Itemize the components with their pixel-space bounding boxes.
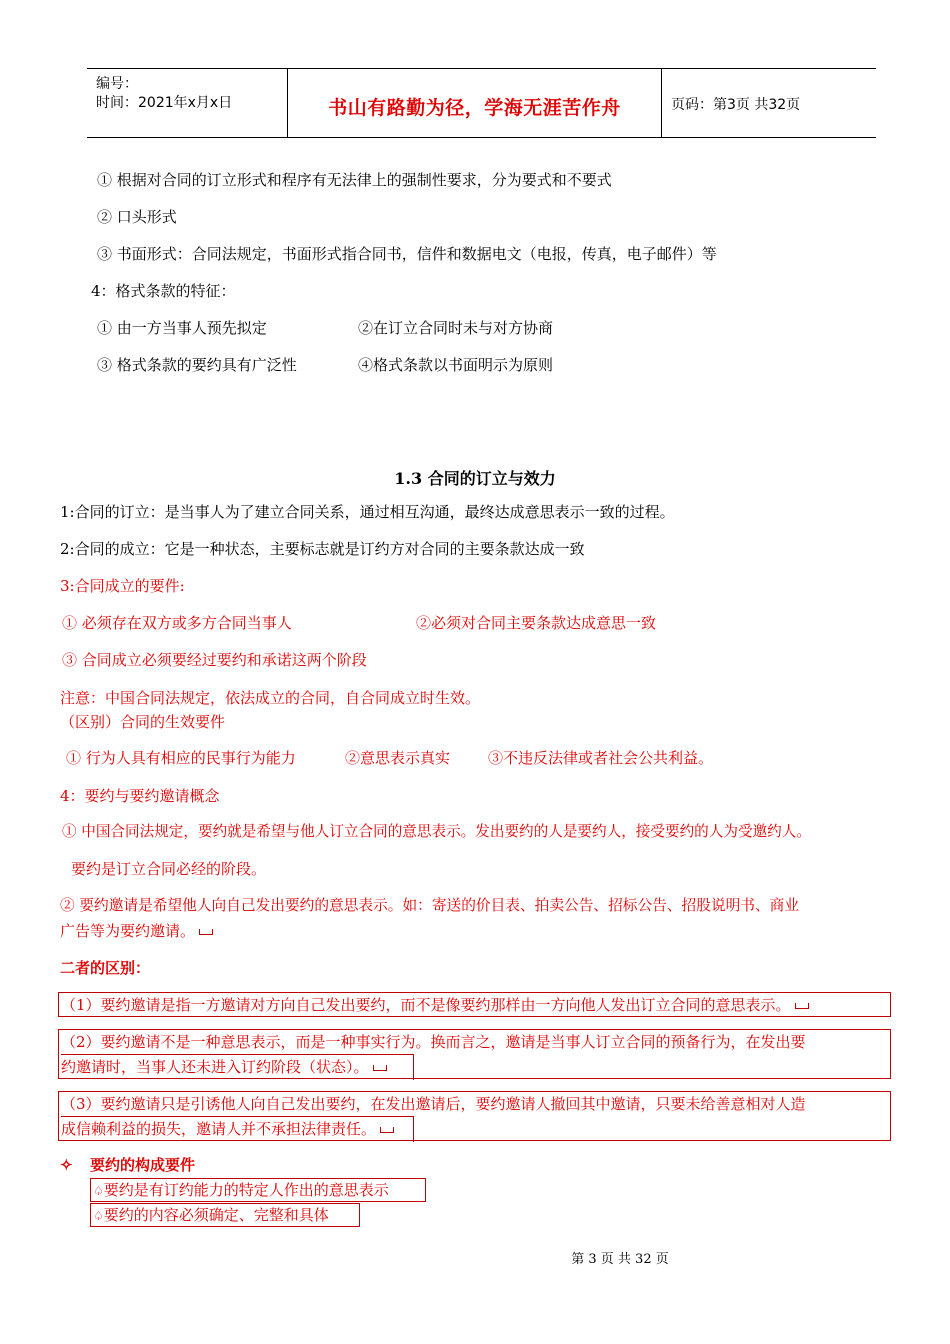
paragraph-mark-icon <box>373 1065 387 1071</box>
format-clause-item-4: ④格式条款以书面明示为原则 <box>358 356 554 374</box>
bell-bullet-icon: ♤ <box>93 1184 104 1198</box>
offer-elements-heading <box>60 1155 195 1175</box>
paragraph-mark-icon <box>795 1003 809 1009</box>
format-clause-item-1: ① 由一方当事人预先拟定 <box>97 319 267 337</box>
effectiveness-item-2: ②意思表示真实 <box>345 749 451 767</box>
invitation-paragraph-line-2 <box>60 921 213 941</box>
invitation-paragraph-line-1: ② 要约邀请是希望他人向自己发出要约的意思表示。如：寄送的价目表、拍卖公告、招标公告、招股说明书、商业 <box>60 897 800 914</box>
difference-box-2-line-1: （2）要约邀请不是一种意思表示，而是一种事实行为。换而言之，邀请是当事人订立合同的预备行为，在发出要 <box>61 1033 806 1051</box>
page-footer: 第 3 页 共 32 页 <box>571 1252 669 1267</box>
header-right-cell <box>661 69 876 137</box>
formation-requirements-heading: 3:合同成立的要件: <box>60 577 185 595</box>
page-number-label: 页码：第3页 共32页 <box>671 97 801 113</box>
offer-element-2-text: 要约的内容必须确定、完整和具体 <box>103 1206 329 1224</box>
offer-element-2 <box>90 1203 360 1227</box>
form-type-line-2: ② 口头形式 <box>97 208 177 226</box>
offer-stage-paragraph: 要约是订立合同必经的阶段。 <box>71 860 267 878</box>
effectiveness-item-3: ③不违反法律或者社会公共利益。 <box>488 749 714 767</box>
header-center-cell <box>287 69 662 137</box>
invitation-paragraph-text: 广告等为要约邀请。 <box>60 922 196 940</box>
difference-box-1-text: （1）要约邀请是指一方邀请对方向自己发出要约，而不是像要约那样由一方向他人发出订立合同的意思表示。 <box>61 996 791 1014</box>
form-type-line-1: ① 根据对合同的订立形式和程序有无法律上的强制性要求，分为要式和不要式 <box>97 171 612 189</box>
formation-requirement-1: ① 必须存在双方或多方合同当事人 <box>62 614 292 632</box>
section-title: 1.3 合同的订立与效力 <box>394 469 556 488</box>
effectiveness-heading: （区别）合同的生效要件 <box>60 713 226 731</box>
offer-concept-heading: 4：要约与要约邀请概念 <box>60 787 220 805</box>
form-type-line-3: ③ 书面形式：合同法规定，书面形式指合同书，信件和数据电文（电报，传真，电子邮件）等 <box>97 245 717 263</box>
offer-definition-paragraph: ① 中国合同法规定，要约就是希望与他人订立合同的意思表示。发出要约的人是要约人，接受要约的人为受邀约人。 <box>62 823 811 840</box>
difference-box-2-line-2-wrap <box>61 1054 414 1080</box>
page-header <box>87 68 876 138</box>
diamond-bullet-icon: ✧ <box>60 1156 73 1174</box>
header-motto: 书山有路勤为径，学海无涯苦作舟 <box>328 97 621 119</box>
serial-label: 编号： <box>96 76 138 92</box>
difference-heading: 二者的区别： <box>60 959 151 977</box>
format-clause-item-3: ③ 格式条款的要约具有广泛性 <box>97 356 297 374</box>
difference-box-3-line-2-wrap <box>61 1116 414 1142</box>
bell-bullet-icon: ♤ <box>93 1209 104 1223</box>
time-label: 时间：2021年x月x日 <box>96 95 233 111</box>
contract-formation-paragraph: 2:合同的成立：它是一种状态，主要标志就是订约方对合同的主要条款达成一致 <box>60 540 585 558</box>
paragraph-mark-icon <box>199 929 213 935</box>
difference-box-3 <box>58 1091 891 1141</box>
difference-box-1 <box>58 992 891 1017</box>
offer-element-1-text: 要约是有订约能力的特定人作出的意思表示 <box>103 1181 389 1199</box>
header-left-cell <box>87 69 287 137</box>
contract-conclusion-paragraph: 1:合同的订立：是当事人为了建立合同关系，通过相互沟通，最终达成意思表示一致的过程。 <box>60 503 675 521</box>
difference-box-3-line-1: （3）要约邀请只是引诱他人向自己发出要约，在发出邀请后，要约邀请人撤回其中邀请，只要未给善意相对人造 <box>61 1095 806 1113</box>
format-clause-item-2: ②在订立合同时未与对方协商 <box>358 319 554 337</box>
formation-requirement-2: ②必须对合同主要条款达成意思一致 <box>416 614 657 632</box>
offer-element-1 <box>90 1178 426 1202</box>
note-paragraph: 注意：中国合同法规定，依法成立的合同，自合同成立时生效。 <box>60 689 481 707</box>
difference-box-3-line-2: 成信赖利益的损失，邀请人并不承担法律责任。 <box>61 1120 377 1138</box>
offer-elements-heading-text: 要约的构成要件 <box>90 1156 196 1174</box>
paragraph-mark-icon <box>380 1127 394 1133</box>
effectiveness-item-1: ① 行为人具有相应的民事行为能力 <box>66 749 296 767</box>
difference-box-2-line-2: 约邀请时，当事人还未进入订约阶段（状态）。 <box>61 1058 369 1076</box>
formation-requirement-3: ③ 合同成立必须要经过要约和承诺这两个阶段 <box>62 651 367 669</box>
format-clause-heading: 4：格式条款的特征： <box>91 282 236 300</box>
difference-box-2 <box>58 1029 891 1079</box>
